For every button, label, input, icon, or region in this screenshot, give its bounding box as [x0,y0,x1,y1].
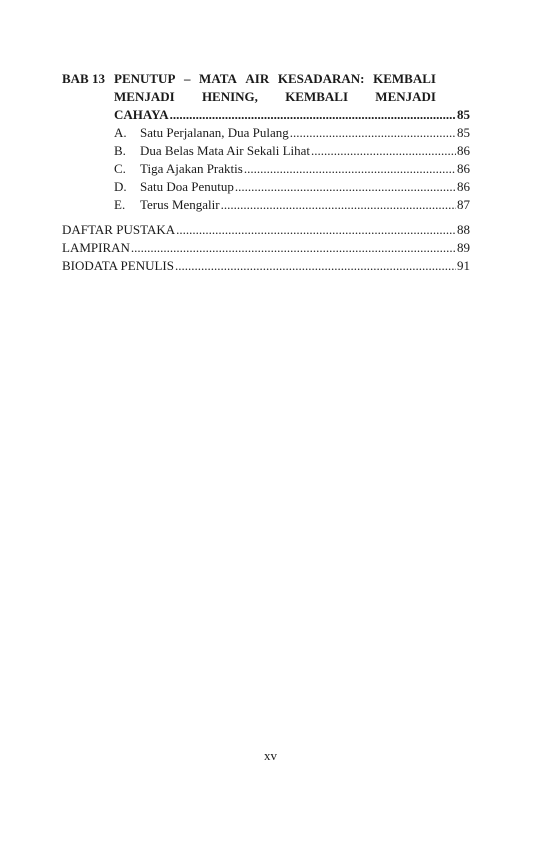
dot-leader [290,124,456,142]
section-letter: C. [114,161,126,176]
back-matter-page-number: 88 [457,222,470,237]
chapter-page-number: 85 [457,107,470,122]
chapter-title-word: KEMBALI [285,89,349,104]
section-page-number: 86 [457,179,470,194]
back-matter-page-number: 89 [457,240,470,255]
toc-section-c[interactable] [114,160,470,178]
section-page-number: 87 [457,197,470,212]
dot-leader [311,142,456,160]
section-title: Terus Mengalir [140,197,220,212]
section-title: Satu Perjalanan, Dua Pulang [140,125,289,140]
dot-leader [244,160,456,178]
chapter-number: BAB 13 [62,71,105,86]
section-entry [140,160,470,178]
section-letter: A. [114,125,127,140]
chapter-title-word: KEMBALI [373,71,436,86]
chapter-title-word: MENJADI [375,89,436,104]
section-entry [140,178,470,196]
chapter-title-word: PENUTUP [114,71,176,86]
back-matter-title: DAFTAR PUSTAKA [62,222,176,237]
toc-lampiran[interactable] [62,239,470,257]
chapter-title-word: CAHAYA [114,107,169,122]
section-page-number: 86 [457,143,470,158]
toc-daftar-pustaka[interactable] [62,221,470,239]
dot-leader [175,257,456,275]
dot-leader [235,178,456,196]
back-matter-title: BIODATA PENULIS [62,258,174,273]
section-title: Dua Belas Mata Air Sekali Lihat [140,143,311,158]
section-letter: B. [114,143,126,158]
section-page-number: 86 [457,161,470,176]
chapter-title-word: HENING, [201,89,258,104]
chapter-title-line-1 [114,70,470,88]
toc-section-e[interactable] [114,196,470,214]
page-number: xv [264,748,277,763]
section-letter: E. [114,197,126,212]
toc-section-a[interactable] [114,124,470,142]
back-matter-title: LAMPIRAN [62,240,130,255]
chapter-title-word: AIR [245,71,270,86]
spacer [62,214,470,221]
section-letter: D. [114,179,127,194]
section-title: Satu Doa Penutup [140,179,234,194]
toc-section-d[interactable] [114,178,470,196]
section-entry [140,124,470,142]
chapter-title-word: – [183,71,191,86]
dot-leader [170,106,456,124]
chapter-title-line-2 [114,88,470,106]
dot-leader [221,196,456,214]
toc-chapter-13[interactable] [62,70,470,124]
chapter-title-word: KESADARAN: [277,71,365,86]
chapter-title-word: MATA [199,71,237,86]
chapter-title-block [114,70,470,124]
dot-leader [176,221,456,239]
dot-leader [131,239,456,257]
back-matter-page-number: 91 [457,258,470,273]
section-list [114,124,470,214]
section-entry [140,196,470,214]
table-of-contents [62,70,470,275]
section-title: Tiga Ajakan Praktis [140,161,243,176]
chapter-title-line-3 [114,106,470,124]
toc-section-b[interactable] [114,142,470,160]
chapter-title-word: MENJADI [114,89,175,104]
toc-biodata-penulis[interactable] [62,257,470,275]
section-entry [140,142,470,160]
section-page-number: 85 [457,125,470,140]
